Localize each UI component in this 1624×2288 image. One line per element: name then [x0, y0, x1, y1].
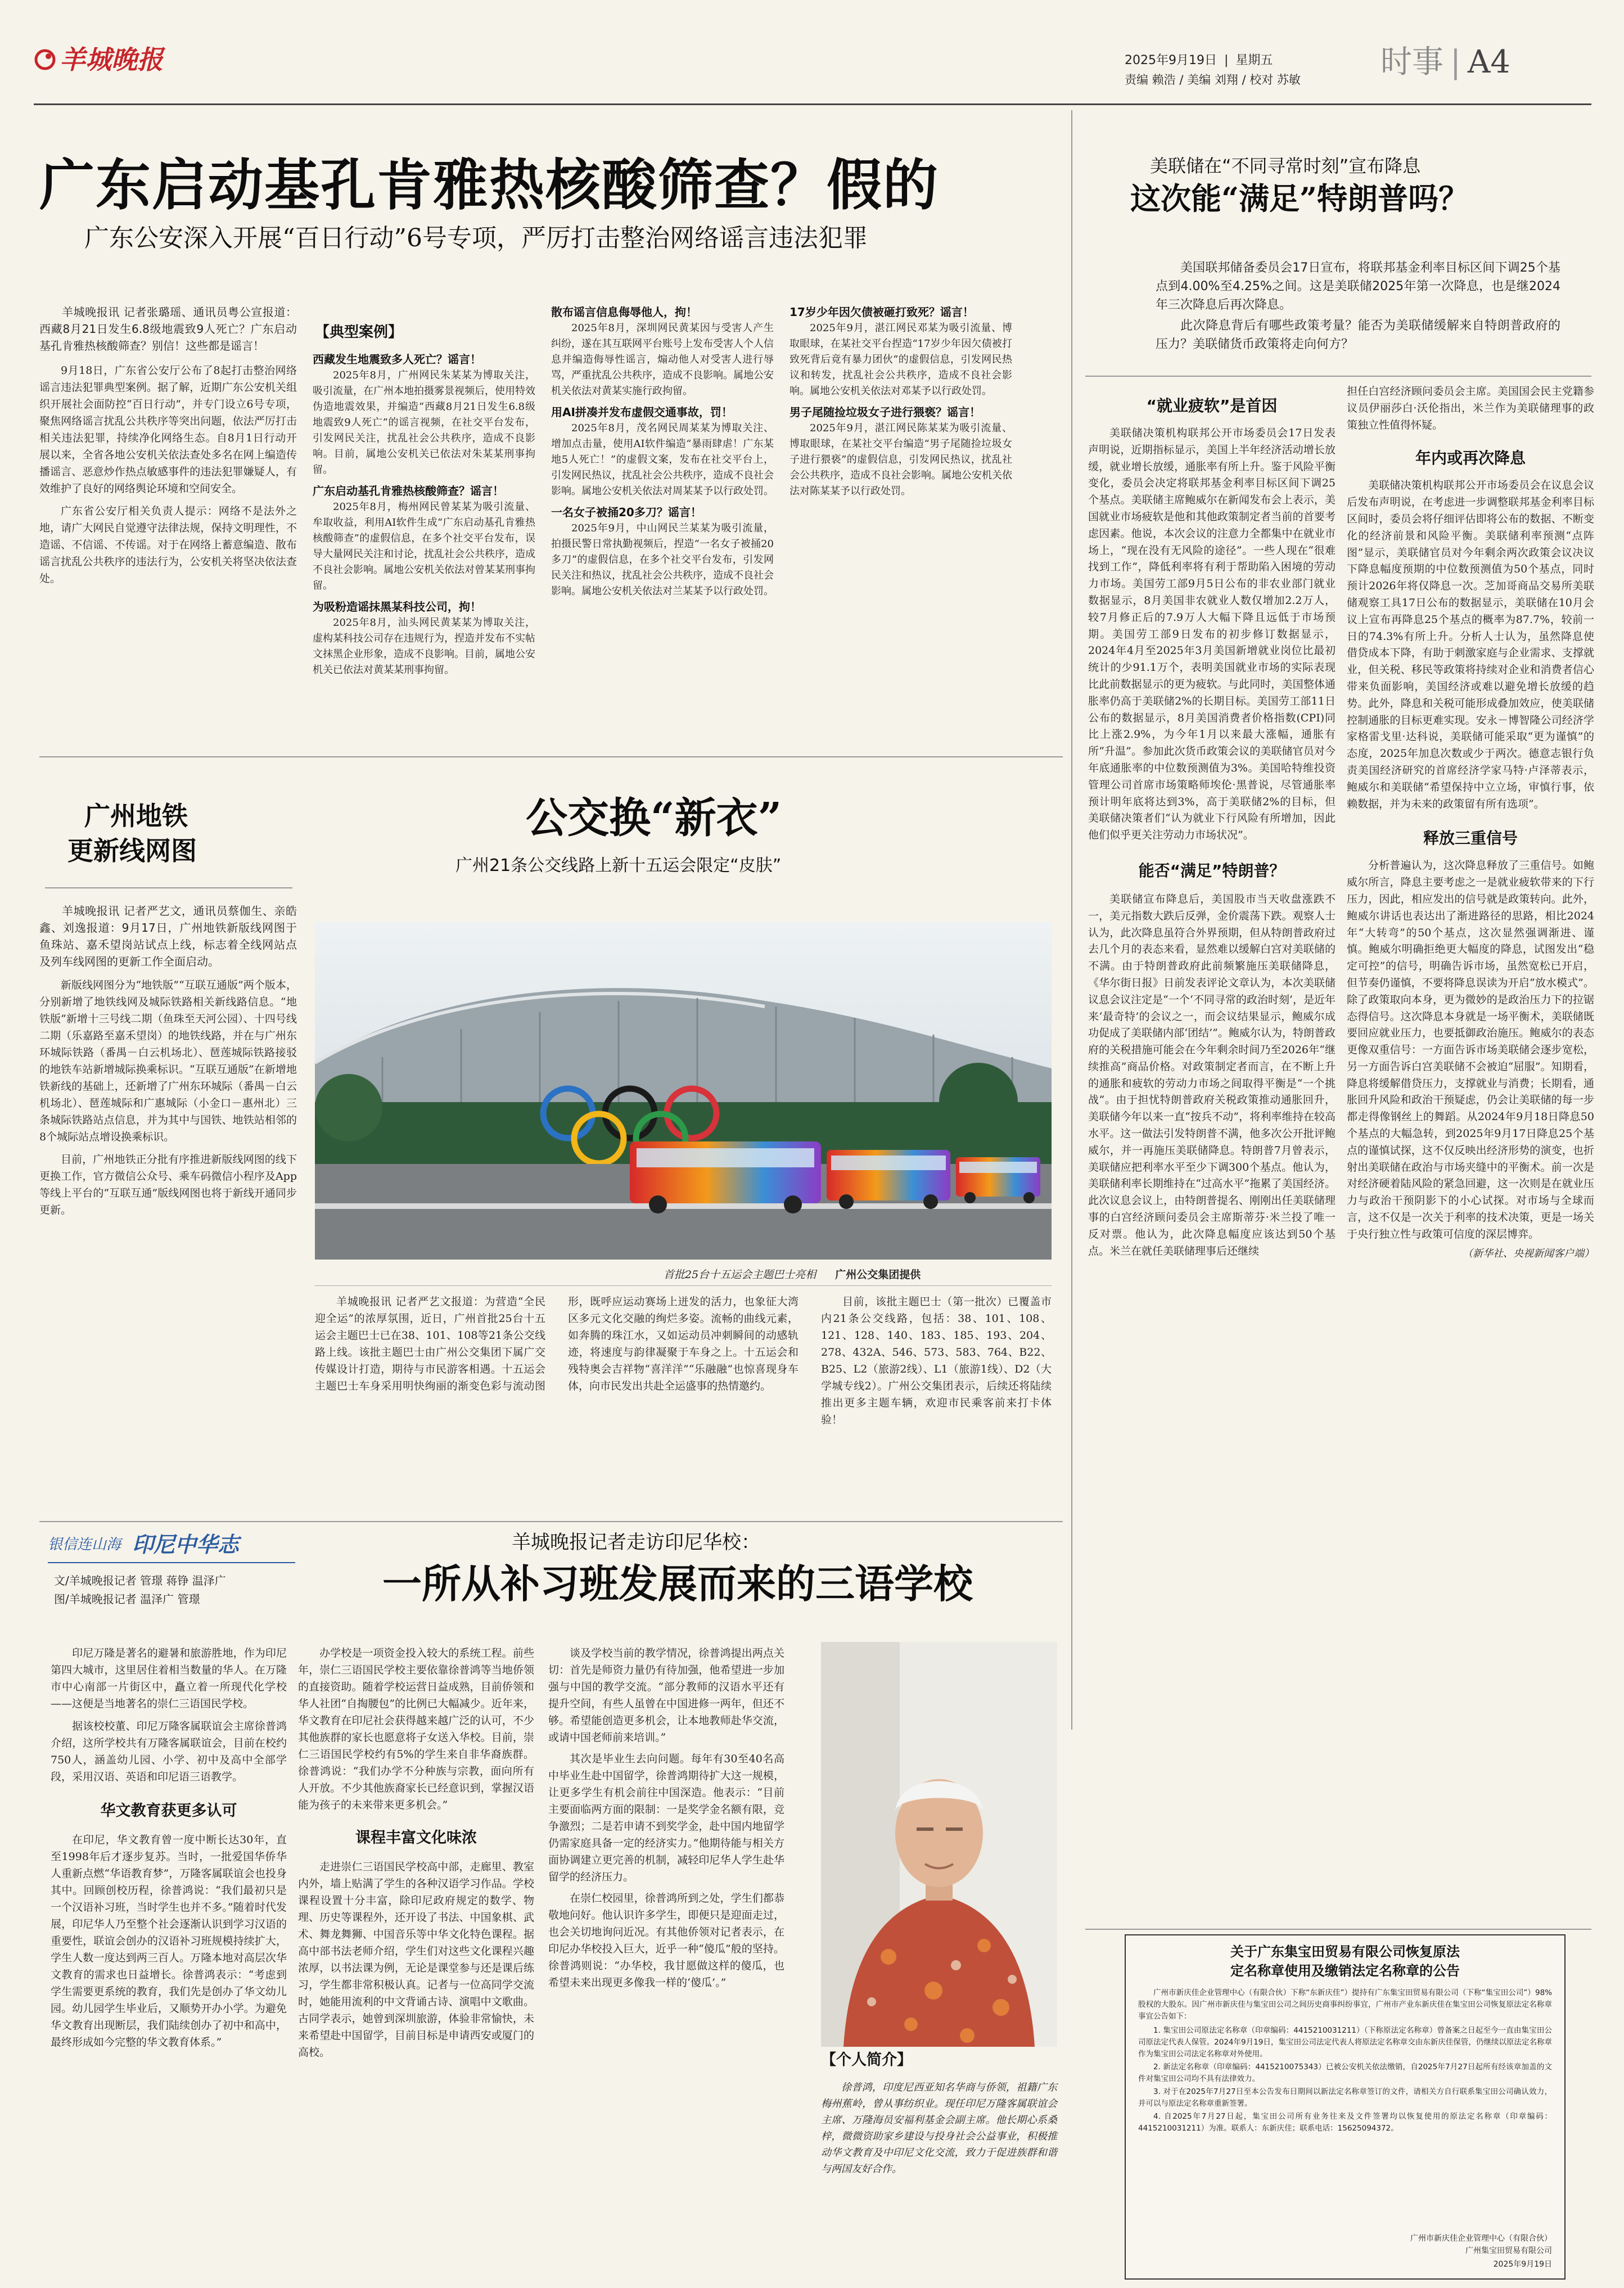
masthead: 羊城晚报 2025年9月19日 | 星期五 责编 赖浩 / 美编 刘翔 / 校对 苏敏 时事 | A4 [34, 44, 1591, 100]
metro-body-2: 目前，广州地铁正分批有序推进新版线网图的线下更换工作，官方微信公众号、乘车码微信小程序及App等线上平台的“互联互通”版线网图也将于新线开通同步更新。 [39, 1153, 297, 1216]
indonesia-intro-2: 据该校校董、印尼万隆客属联谊会主席徐普鸿介绍，这所学校共有万隆客属联谊会，目前在校约750人，涵盖幼儿园、小学、初中及高中全部学段，采用汉语、英语和印尼语三语教学。 [51, 1720, 287, 1783]
legal-notice [1125, 1934, 1566, 2280]
metro-headline-line-1: 广州地铁 [84, 801, 188, 831]
notice-body: 广州市新庆佳企业管理中心（有限合伙）下称“东新庆佳”）提持有广东集宝田贸易有限公司（下称“集宝田公司”）98%股权的大股东。因广州市新庆佳与集宝田公司之间历史商事纠纷事宜，广州市产业东新庆佳在集宝田公司恢复原法定名称章事宜公告如下： [1138, 1988, 1552, 2021]
indonesia-intro: 印尼万隆是著名的避暑和旅游胜地，作为印尼第四大城市，这里居住着相当数量的华人。在万隆市中心南部一片街区中，矗立着一所现代化学校——这便是当地著名的崇仁三语国民学校。 [51, 1647, 287, 1710]
case-title: 用AI拼凑并发布虚假交通事故，罚！ [551, 405, 733, 419]
masthead-date: 2025年9月19日 [1125, 53, 1217, 67]
fed-column-2 [1347, 383, 1594, 1262]
masthead-editors: 责编 赖浩 / 美编 刘翔 / 校对 苏敏 [1125, 73, 1301, 87]
indonesia-credits-2: 图/羊城晚报记者 温泽广 管璟 [54, 1592, 200, 1606]
fed-body-1: 美联储决策机构联邦公开市场委员会17日发表声明说，近期指标显示，美国上半年经济活动增长放缓，就业增长放缓，通胀率有所上升。鉴于风险平衡变化，委员会决定将联邦基金利率目标区间下调25个基点。美联储主席鲍威尔在新闻发布会上表示，美国就业市场疲软是他和其他政策制定者当前的首要考虑因素。他说，本次会议的注意力全都集中在就业市场上，“现在没有无风险的途径”。一些人现在“很难找到工作”，降低利率将有利于帮助陷入困境的劳动力市场。美国劳工部9月5日公布的非农业部门就业数据显示，8月美国非农就业人数仅增加2.2万人，较7月修正后的7.9万人大幅下降且远低于市场预期。美国劳工部9日发布的初步修订数据显示，2024年4月至2025年3月美国新增就业岗位比最初统计的少91.1万个，表明美国就业市场的实际表现比此前数据显示的更为疲软。与此同时，美国整体通胀率仍高于美联储2%的长期目标。美国劳工部11日公布的数据显示，8月美国消费者价格指数(CPI)同比上涨2.9%，为今年1月以来最大涨幅，通胀有所“升温”。参加此次货币政策会议的美联储官员对今年底通胀率的中位数预测值为3%。美国哈特维投资管理公司首席市场策略师埃伦·黑普说，尽管通胀率预计明年底将达到3%，高于美联储2%的目标，但美联储决策者们“认为就业下行风险有所增加，因此他们似乎更关注劳动力市场状况”。 [1088, 427, 1336, 842]
masthead-rule [34, 103, 1591, 105]
fed-lede-rule [1085, 376, 1591, 377]
indonesia-body-2: 办学校是一项资金投入较大的系统工程。前些年，崇仁三语国民学校主要依靠徐普鸿等当地侨领的直接资助。随着学校运营日益成熟，目前侨领和华人社团“自掏腰包”的比例已大幅减少。近年来，华文教育在印尼社会获得越来越广泛的认可，不少其他族群的家长也愿意将子女送入华校。目前，崇仁三语国民学校约有5%的学生来自非华裔族群。徐普鸿说：“我们办学不分种族与宗教，面向所有人开放。不少其他族裔家长已经意识到，掌握汉语能为孩子的未来带来更多机会。” [298, 1647, 534, 1811]
notice-issuer-2: 广州集宝田贸易有限公司 [1465, 2246, 1552, 2255]
case-text: 2025年8月，汕头网民黄某某为博取关注，虚构某科技公司存在违规行为，捏造并发布不实帖文抹黑企业形象，造成不良影响。目前，属地公安机关已依法对黄某某刑事拘留。 [313, 617, 535, 676]
column-divider [1071, 110, 1072, 1730]
indonesia-body-3: 走进崇仁三语国民学校高中部，走廊里、教室内外，墙上贴满了学生的各种汉语学习作品。学校课程设置十分丰富，除印尼政府规定的数学、物理、历史等课程外，还开设了书法、中国象棋、武术、舞龙舞狮、中国音乐等中华文化特色课程。据高中部书法老师介绍，学生们对这些文化课程兴趣浓厚，以书法课为例，无论是课堂参与还是课后练习，学生都非常积极认真。记者与一位高同学交流时，她能用流利的中文背诵古诗、演唱中文歌曲。古同学表示，她曾到深圳旅游，体验非常愉快，未来希望赴中国留学，目前目标是申请西安或厦门的高校。 [298, 1861, 534, 2059]
column-logo-rule [48, 1562, 295, 1563]
column-logo [48, 1524, 295, 1560]
case-title: 17岁少年因欠债被砸打致死？谣言！ [790, 305, 974, 319]
profile-title: 【个人简介】 [821, 2051, 912, 2069]
bus-photo-caption: 首批25台十五运会主题巴士亮相 [664, 1269, 816, 1281]
metro-byline: 羊城晚报讯 记者严艺文，通讯员蔡伽生、亲皓鑫、刘逸报道：9月17日，广州地铁新版线网图于鱼珠站、嘉禾望岗站试点上线，标志着全线网站点及列车线网图的更新工作全面启动。 [39, 904, 297, 968]
fed-column-1 [1088, 394, 1336, 1260]
masthead-weekday: 星期五 [1235, 53, 1273, 67]
notice-date: 2025年9月19日 [1493, 2260, 1552, 2269]
indonesia-body-5: 其次是毕业生去向问题。每年有30至40名高中毕业生赴中国留学，徐普鸿期待扩大这一规模，让更多学生有机会前往中国深造。他表示：“目前主要面临两方面的限制：一是奖学金名额有限，竞争激烈；二是若申请不到奖学金，赴中国内地留学仍需家庭具备一定的经济实力。”他期待能与相关方面协调建立更完善的机制，减轻印尼华人学生赴华留学的经济压力。 [548, 1753, 784, 1883]
case-title: 为吸粉造谣抹黑某科技公司，拘！ [313, 600, 481, 613]
case-title: 广东启动基孔肯雅热核酸筛查？谣言！ [313, 484, 504, 498]
fed-subhead-3: 年内或再次降息 [1415, 449, 1526, 468]
bus-subhead: 广州21条公交线路上新十五运会限定“皮肤” [455, 856, 782, 876]
bus-body: 羊城晚报讯 记者严艺文报道：为营造“全民迎全运”的浓厚氛围，近日，广州首批25台十五运会主题巴士已在38、101、108等21条公交线路上线。该批主题巴士由广州公交集团下属广交传媒设计打造，期待与市民游客相遇。十五运会主题巴士车身采用明快绚丽的渐变色彩与流动图形，既呼应运动赛场上迸发的活力，也象征大湾区多元文化交融的绚烂多姿。流畅的曲线元素，如奔腾的珠江水，又如运动员冲刺瞬间的动感轨迹，将速度与韵律凝聚于车身之上。十五运会和残特奥会吉祥物“喜洋洋”“乐融融”也惊喜现身车体，向市民发出共赴全运盛事的热情邀约。 [315, 1296, 799, 1392]
fed-lede: 美国联邦储备委员会17日宣布，将联邦基金利率目标区间下调25个基点到4.00%至4.25%之间。这是美联储2025年第一次降息，也是继2024年三次降息后再次降息。 [1156, 261, 1560, 312]
case-text: 2025年8月，广州网民朱某某为博取关注，吸引流量，在广州本地拍摄雾景视频后，使用特效伪造地震效果，并编造“西藏8月21日发生6.8级地震致9人死亡”的谣言视频，在社交平台发布，引发网民关注，扰乱社会公共秩序，造成不良影响。目前，属地公安机关已依法对朱某某刑事拘留。 [313, 369, 535, 476]
case-title: 散布谣言信息侮辱他人，拘！ [551, 305, 697, 319]
bus-bottom-rule [39, 1521, 1063, 1522]
fed-source: （新华社、央视新闻客户端） [1463, 1247, 1594, 1260]
column-tag: 银信连山海 [48, 1536, 121, 1553]
notice-issuer: 广州市新庆佳企业管理中心（有限合伙） [1410, 2234, 1552, 2243]
notice-item: 2. 新法定名称章（印章编码：4415210075343）已被公安机关依法缴销，自2025年7月27日起所有经该章加盖的文件对集宝田公司均不具有法律效力。 [1138, 2063, 1552, 2083]
lead-bottom-rule [39, 756, 1063, 757]
case-text: 2025年9月，中山网民兰某某为吸引流量，拍摄民警日常执勤视频后，捏造“一名女子被捅20多刀”的虚假信息，在多个社交平台发布，引发网民关注和热议，扰乱社会公共秩序，造成不良社会影响。属地公安机关依法对兰某某予以行政处罚。 [551, 522, 774, 597]
fed-headline: 这次能“满足”特朗普吗？ [1130, 180, 1469, 216]
indonesia-subhead-2: 课程丰富文化味浓 [355, 1829, 477, 1847]
case-text: 2025年8月，深圳网民黄某因与受害人产生纠纷，遂在其互联网平台账号上发布受害人个人信息并编造侮辱性谣言，煽动他人对受害人进行辱骂，严重扰乱公共秩序，造成不良影响。属地公安机关依法对黄某实施行政拘留。 [551, 322, 774, 397]
lead-headline: 广东启动基孔肯雅热核酸筛查？假的 [39, 153, 940, 218]
lead-subhead: 广东公安深入开展“百日行动”6号专项，严厉打击整治网络谣言违法犯罪 [84, 224, 868, 252]
yangcheng-logo-icon [34, 48, 56, 71]
fed-body-2: 美联储宣布降息后，美国股市当天收盘涨跌不一，美元指数大跌后反弹，金价震荡下跌。观察人士认为，此次降息虽符合外界预期，但从特朗普政府过去几个月的表态来看，显然难以缓解白宫对美联储的不满。由于特朗普政府此前频繁施压美联储降息，《华尔街日报》日前发表评论文章认为，本次美联储议息会议注定是“一个‘不同寻常的政治时刻’，是近年来‘最奇特’的会议之一，而会议结果显示，鲍威尔成功促成了美联储内部‘团结’”。鲍威尔认为，特朗普政府的关税措施可能会在今年剩余时间乃至2026年“继续推高”商品价格。对政策制定者而言，在不断上升的通胀和疲软的劳动力市场之间取得平衡是“一个挑战”。由于担忧特朗普政府关税政策推动通胀回升，美联储今年以来一直“按兵不动”，将利率维持在较高水平。这一做法引发特朗普不满，他多次公开批评鲍威尔，并一再施压美联储降息。特朗普7月曾表示，美联储应把利率水平至少下调300个基点。他认为，美联储利率长期维持在“过高水平”拖累了美国经济。此次议息会议上，由特朗普提名、刚刚出任美联储理事的白宫经济顾问委员会主席斯蒂芬·米兰投了唯一反对票。他认为，此次降息幅度应该达到50个基点。米兰在就任美联储理事后还继续 [1088, 892, 1336, 1257]
fed-body-3: 担任白宫经济顾问委员会主席。美国国会民主党籍参议员伊丽莎白·沃伦指出，米兰作为美联储理事的政策独立性值得怀疑。 [1347, 385, 1594, 431]
fed-subhead-2: 能否“满足”特朗普？ [1138, 861, 1285, 880]
masthead-logo: 羊城晚报 [60, 44, 163, 75]
fed-bottom-rule [1085, 1929, 1591, 1930]
indonesia-body-4: 谈及学校当前的教学情况，徐普鸿提出两点关切：首先是师资力量仍有待加强，他希望进一步加强与中国的教学交流。“部分教师的汉语水平还有提升空间，有些人虽曾在中国进修一两年，但还不够。希望能创造更多机会，让本地教师赴华交流，或请中国老师前来培训。” [548, 1647, 784, 1744]
notice-item: 4. 自2025年7月27日起，集宝田公司所有业务往来及文件签署均以恢复使用的原法定名称章（印章编码：4415210031211）为准。联系人：东新庆佳；联系电话：15625094372。 [1138, 2112, 1552, 2133]
portrait-photo [821, 1642, 1057, 2047]
case-text: 2025年8月，茂名网民周某某为博取关注、增加点击量，使用AI软件编造“暴雨肆虐！广东某地5人死亡！”的虚假文案，发布在社交平台上，引发网民热议，扰乱社会公共秩序，造成不良社会影响。属地公安机关依法对周某某予以行政处罚。 [551, 422, 774, 497]
indonesia-body-1: 在印尼，华文教育曾一度中断长达30年，直至1998年后才逐步复苏。当时，一批爱国华侨华人重新点燃“华语教育梦”，万隆客属联谊会也投身其中。回顾创校历程，徐普鸿说：“我们最初只是一个汉语补习班，当时学生也并不多。”随着时代发展，印尼华人乃至整个社会逐渐认识到学习汉语的重要性，联谊会创办的汉语补习班规模持续扩大，学生人数一度达到两三百人。万隆本地对高层次华文教育的需求也日益增长。徐普鸿表示：“考虑到学生需要更系统的教育，我们先是创办了华文幼儿园。幼儿园学生毕业后，又顺势开办小学。为避免华文教育出现断层，我们陆续创办了初中和高中，最终形成如今完整的华文教育体系。” [51, 1834, 287, 2048]
fed-kicker: 美联储在“不同寻常时刻”宣布降息 [1150, 155, 1421, 177]
case-text: 2025年9月，湛江网民邓某为吸引流量、博取眼球，在某社交平台捏造“17岁少年因欠债被打致死背后竟有暴力团伙”的虚假信息，引发网民热议和转发，扰乱社会公共秩序，造成不良社会影响。属地公安机关依法对邓某予以行政处罚。 [790, 322, 1012, 397]
lead-byline: 羊城晚报讯 记者张璐瑶、通讯员粤公宣报道：西藏8月21日发生6.8级地震致9人死亡？广东启动基孔肯雅热核酸筛查？别信！这些都是谣言！ [39, 305, 297, 353]
cases-column-3 [790, 304, 1012, 499]
case-title: 西藏发生地震致多人死亡？谣言！ [313, 353, 481, 366]
indonesia-kicker: 羊城晚报记者走访印尼华校： [512, 1531, 760, 1554]
fed-subhead-4: 释放三重信号 [1423, 829, 1518, 848]
case-title: 男子尾随捡垃圾女子进行猥亵？谣言！ [790, 405, 981, 419]
cases-title: 【典型案例】 [315, 324, 403, 341]
fed-body-4: 美联储决策机构联邦公开市场委员会在议息会议后发布声明说，在考虑进一步调整联邦基金利率目标区间时，委员会将仔细评估即将公布的数据、不断变化的经济前景和风险平衡。美联储利率预测“点阵图”显示，美联储官员对今年剩余两次政策会议决议下降息幅度预期的中位数预测值为50个基点，同时预计2026年将仅降息一次。芝加哥商品交易所美联储观察工具17日公布的数据显示，美联储在10月会议上宣布再降息25个基点的概率为87.7%，较前一日的74.3%有所上升。分析人士认为，虽然降息使借贷成本下降，有助于刺激家庭与企业需求、支撑就业，但关税、移民等政策将持续对企业和消费者信心带来负面影响，美国经济或难以避免增长放缓的趋势。此外，降息和关税可能形成叠加效应，使美联储控制通胀的目标更难实现。安永－博智隆公司经济学家格雷戈里·达科说，美联储可能采取“更为谨慎”的态度，2025年加息次数或少于两次。德意志银行负责美国经济研究的首席经济学家马特·卢泽蒂表示，鲍威尔和美联储“希望保持中立立场，审慎行事，依赖数据，并为未来的政策留有所有选项”。 [1347, 479, 1594, 810]
page-number: A4 [1467, 44, 1510, 80]
profile-text: 徐普鸿，印度尼西亚知名华商与侨领，祖籍广东梅州蕉岭，曾从事纺织业。现任印尼万隆客属联谊会主席、万隆海员安福利基金会副主席。他长期心系桑梓，微微资助家乡建设与投身社会公益事业，积极推动华文教育及中印尼文化交流，致力于促进族群和谐与两国友好合作。 [821, 2082, 1057, 2175]
lead-body-2: 广东省公安厅相关负责人提示：网络不是法外之地，请广大网民自觉遵守法律法规，保持文明理性，不造谣、不信谣、不传谣。对于在网络上蓄意编造、散布谣言扰乱公共秩序的违法行为，公安机关将坚决依法查处。 [39, 505, 297, 585]
notice-title-2: 定名称章使用及缴销法定名称章的公告 [1230, 1963, 1460, 1979]
bus-photo [315, 922, 1052, 1260]
indonesia-body-6: 在崇仁校园里，徐普鸿所到之处，学生们都恭敬地问好。他认识许多学生，即便只是迎面走过，也会关切地询问近况。有其他侨领对记者表示，在印尼办华校投入巨大，近乎一种“傻瓜”般的坚持。徐普鸿则说：“办华校，我甘愿做这样的傻瓜，也希望未来出现更多像我一样的‘傻瓜’。” [548, 1892, 784, 1989]
case-text: 2025年9月，湛江网民陈某某为吸引流量、博取眼球，在某社交平台编造“男子尾随捡垃圾女子进行猥亵”的虚假信息，引发网民热议，扰乱社会公共秩序，造成不良社会影响。属地公安机关依法对陈某某予以行政处罚。 [790, 422, 1012, 497]
notice-item: 3. 对于在2025年7月27日至本公告发布日期间以新法定名称章签订的文件，请相关方自行联系集宝田公司确认效力，并可以与原法定名称章重新签署。 [1138, 2087, 1552, 2108]
cases-column-2 [551, 304, 774, 599]
fed-subhead-1: “就业疲软”是首因 [1146, 396, 1278, 415]
fed-body-5: 分析普遍认为，这次降息释放了三重信号。如鲍威尔所言，降息主要考虑之一是就业疲软带来的下行压力，因此，相应发出的信号就是政策转向。此外，鲍威尔讲话也表达出了渐进路径的思路，相比2024年“大转弯”的50个基点，这次显然强调渐进、谨慎。鲍威尔明确拒绝更大幅度的降息，试图发出“稳定可控”的信号，明确告诉市场，虽然宽松已开启，但节奏仍谨慎，不要将降息误读为开启“放水模式”。除了政策取向本身，更为微妙的是政治压力下的拉锯态得信号。这次降息本身就是一场平衡术，美联储既要回应就业压力，也要抵御政治施压。鲍威尔的表态更像双重信号：一方面告诉市场美联储会逐步宽松，另一方面告诉白宫美联储不会被迫“屈服”。知期看，降息将缓解借贷压力，支撑就业与消费；长期看，通胀回升风险和政治干预疑虑，仍会让美联储的每一步都走得像钢丝上的舞蹈。从2024年9月18日降息50个基点的大幅急转，到2025年9月17日降息25个基点的谨慎试探，这不仅反映出经济形势的演变，也折射出美联储在政治与市场夹缝中的平衡术。前一次是对经济硬着陆风险的紧急回避，这一次则是在就业压力与政治干预阴影下的小心试探。对市场与全球而言，这不仅是一次关于利率的技术决策，更是一场关于央行独立性与政策可信度的深层博弈。 [1347, 859, 1594, 1240]
cases-column-1 [313, 351, 535, 678]
bus-photo-caption-rule [315, 1285, 1052, 1286]
metro-headline-line-2: 更新线网图 [67, 836, 197, 866]
notice-item: 1. 集宝田公司原法定名称章（印章编码：4415210031211）（下称原法定名称章）曾备案之日起至今一直由集宝田公司原法定代表人保管。2024年9月19日，集宝田公司法定代表人将原法定名称章交由东新庆佳保管，仍继续以原法定名称章作为集宝田公司法定名称章对外使用。 [1138, 2026, 1552, 2059]
case-title: 一名女子被捅20多刀？谣言！ [551, 506, 702, 519]
column-name: 印尼中华志 [132, 1532, 240, 1557]
metro-body: 新版线网图分为“地铁版”“互联互通版”两个版本，分别新增了地铁线网及城际铁路相关新线路信息。“地铁版”新增十三号线二期（鱼珠至天河公园）、十四号线二期（乐嘉路至嘉禾望岗）的地铁线路，并在与广州东环城际铁路（番禺－白云机场北）、琶莲城际铁路接驳的地铁车站新增城际换乘标识。“互联互通版”在新增地铁新线的基础上，还新增了广州东环城际（番禺－白云机场北）、琶莲城际和广惠城际（小金口－惠州北）三条城际铁路站点信息，并为其中与国铁、地铁站相邻的8个城际站点增设换乘标识。 [39, 979, 297, 1143]
notice-title-1: 关于广东集宝田贸易有限公司恢复原法 [1230, 1944, 1460, 1960]
section-name: 时事 [1381, 44, 1443, 80]
bus-photo-credit: 广州公交集团提供 [835, 1269, 921, 1281]
indonesia-subhead-1: 华文教育获更多认可 [100, 1802, 237, 1820]
fed-lede-2: 此次降息背后有哪些政策考量？能否为美联储缓解来自特朗普政府的压力？美联储货币政策将走向何方？ [1156, 319, 1560, 351]
metro-headline [45, 798, 281, 868]
case-text: 2025年8月，梅州网民曾某某为吸引流量、牟取收益，利用AI软件生成“广东启动基孔肯雅热核酸筛查”的虚假信息，在多个社交平台发布，误导大量网民关注和讨论，扰乱社会公共秩序，造成不良社会影响。属地公安机关依法对曾某某刑事拘留。 [313, 501, 535, 592]
profile-box [821, 2047, 1057, 2272]
metro-headline-rule [45, 887, 292, 888]
indonesia-credits-1: 文/羊城晚报记者 管璟 蒋铮 温泽广 [54, 1574, 226, 1587]
bus-body-2: 目前，该批主题巴士（第一批次）已覆盖市内21条公交线路，包括：38、101、108、121、128、140、183、185、193、204、278、432A、546、573、583、764、B22、B25、L2（旅游2线）、L1（旅游1线）、D2（大学城专线2）。广州公交集团表示，后续还将陆续推出更多主题车辆，欢迎市民乘客前来打卡体验！ [821, 1296, 1052, 1426]
bus-headline: 公交换“新衣” [526, 794, 782, 842]
indonesia-headline: 一所从补习班发展而来的三语学校 [382, 1560, 973, 1607]
lead-body: 9月18日，广东省公安厅公布了8起打击整治网络谣言违法犯罪典型案例。据了解，近期广东公安机关组织开展社会面防控“百日行动”，并专门设立6号专项，聚焦网络谣言扰乱公共秩序等突出问题，依法严厉打击相关违法犯罪，持续净化网络生态。自8月1日行动开展以来，全省各地公安机关依法查处多名在网上编造传播谣言、恶意炒作热点敏感事件的违法犯罪嫌疑人，有效维护了良好的网络舆论环境和空间安全。 [39, 364, 297, 495]
